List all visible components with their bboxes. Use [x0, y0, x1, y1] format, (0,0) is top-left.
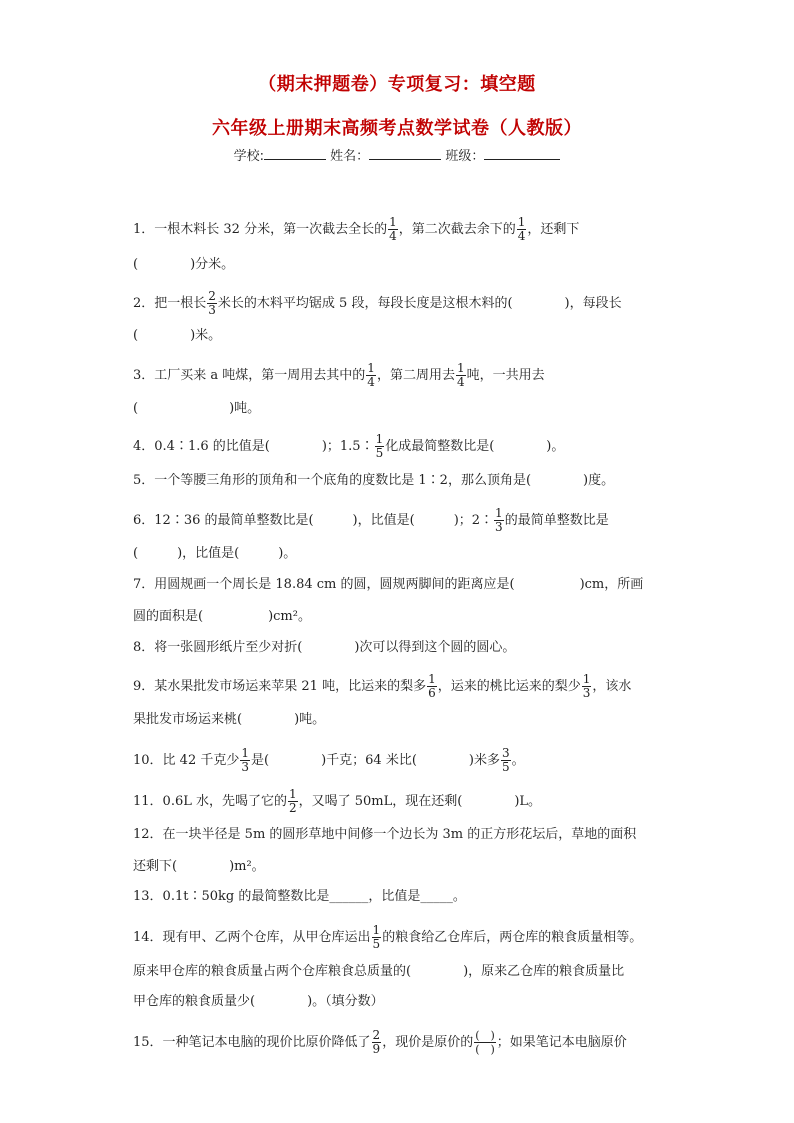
- fraction: $\frac{2}{9}$: [372, 1028, 381, 1056]
- answer-fraction-blank[interactable]: $\frac{( )}{( )}$: [475, 1029, 495, 1056]
- fraction: $\frac{1}{5}$: [375, 432, 384, 460]
- question-14: 14．现有甲、乙两个仓库，从甲仓库运出 $\frac{1}{5}$ 的粮食给乙仓库后，两仓库的粮食质量相等。: [133, 923, 643, 951]
- question-14-line-3: 甲仓库的粮食质量少( )。（填分数）: [133, 994, 384, 1009]
- question-2-line-2: ( )米。: [133, 328, 222, 343]
- fraction: $\frac{1}{2}$: [288, 787, 297, 815]
- question-2: 2．把一根长 $\frac{2}{3}$ 米长的木料平均锯成 5 段，每段长度是这根木料的( )，每段长: [133, 289, 622, 317]
- fraction: $\frac{1}{6}$: [428, 672, 436, 700]
- question-7: 7．用圆规画一个周长是 18.84 cm 的圆，圆规两脚间的距离应是( )cm，所画: [133, 577, 644, 592]
- question-10: 10．比 42 千克少 $\frac{1}{3}$ 是( )千克；64 米比( )米多 $\frac{3}{5}$ 。: [133, 746, 525, 774]
- name-blank[interactable]: [369, 147, 441, 160]
- question-9-line-2: 果批发市场运来桃( )吨。: [133, 712, 326, 727]
- fraction: $\frac{1}{3}$: [241, 746, 249, 774]
- question-15: 15．一种笔记本电脑的现价比原价降低了 $\frac{2}{9}$ ，现价是原价的 $\frac{( )}{( )}$ ；如果笔记本电脑原价: [133, 1028, 627, 1056]
- question-3-line-2: ( )吨。: [133, 401, 261, 416]
- fraction: $\frac{1}{4}$: [367, 361, 375, 389]
- question-4: 4．0.4∶1.6 的比值是( )；1.5∶ $\frac{1}{5}$ 化成最简整数比是( )。: [133, 432, 565, 460]
- student-info-row: [0, 145, 794, 164]
- question-6: 6．12∶36 的最简单整数比是( )，比值是( )；2∶ $\frac{1}{3}$ 的最简单整数比是: [133, 506, 609, 534]
- question-7-line-2: 圆的面积是( )cm²。: [133, 609, 311, 624]
- name-label: 姓名：: [330, 149, 370, 164]
- fraction: $\frac{1}{4}$: [456, 361, 465, 389]
- question-3: 3．工厂买来 a 吨煤，第一周用去其中的 $\frac{1}{4}$ ，第二周用去 $\frac{1}{4}$ 吨，一共用去: [133, 361, 545, 389]
- question-1-line-2: ( )分米。: [133, 257, 235, 272]
- question-5: 5．一个等腰三角形的顶角和一个底角的度数比是 1∶2，那么顶角是( )度。: [133, 473, 615, 488]
- question-8: 8．将一张圆形纸片至少对折( )次可以得到这个圆的圆心。: [133, 640, 516, 655]
- question-14-line-2: 原来甲仓库的粮食质量占两个仓库粮食总质量的( )，原来乙仓库的粮食质量比: [133, 964, 625, 979]
- fraction: $\frac{1}{4}$: [517, 215, 526, 243]
- school-blank[interactable]: [264, 147, 326, 160]
- question-6-line-2: ( )，比值是( )。: [133, 546, 297, 561]
- title-sub: 六年级上册期末高频考点数学试卷（人教版）: [212, 118, 582, 139]
- question-11: 11．0.6L 水，先喝了它的 $\frac{1}{2}$ ，又喝了 50mL，现在还剩( )L。: [133, 787, 542, 815]
- fraction: $\frac{3}{5}$: [501, 746, 510, 774]
- fraction: $\frac{1}{4}$: [389, 215, 397, 243]
- question-12-line-2: 还剩下( )m²。: [133, 859, 265, 874]
- question-13: 13．0.1t∶50kg 的最简整数比是______，比值是_____。: [133, 889, 466, 904]
- question-1: 1．一根木料长 32 分米，第一次截去全长的 $\frac{1}{4}$ ，第二次截去余下的 $\frac{1}{4}$ ，还剩下: [133, 215, 580, 243]
- question-12: 12．在一块半径是 5m 的圆形草地中间修一个边长为 3m 的正方形花坛后，草地的面积: [133, 827, 637, 842]
- class-blank[interactable]: [484, 147, 560, 160]
- class-label: 班级：: [445, 149, 485, 164]
- title-main: （期末押题卷）专项复习：填空题: [258, 74, 536, 95]
- fraction: $\frac{2}{3}$: [208, 289, 216, 317]
- fraction: $\frac{1}{5}$: [372, 923, 381, 951]
- fraction: $\frac{1}{3}$: [495, 506, 503, 534]
- school-label: 学校:: [233, 149, 265, 164]
- question-9: 9．某水果批发市场运来苹果 21 吨，比运来的梨多 $\frac{1}{6}$ ，运来的桃比运来的梨少 $\frac{1}{3}$ ，该水: [133, 672, 632, 700]
- fraction: $\frac{1}{3}$: [582, 672, 591, 700]
